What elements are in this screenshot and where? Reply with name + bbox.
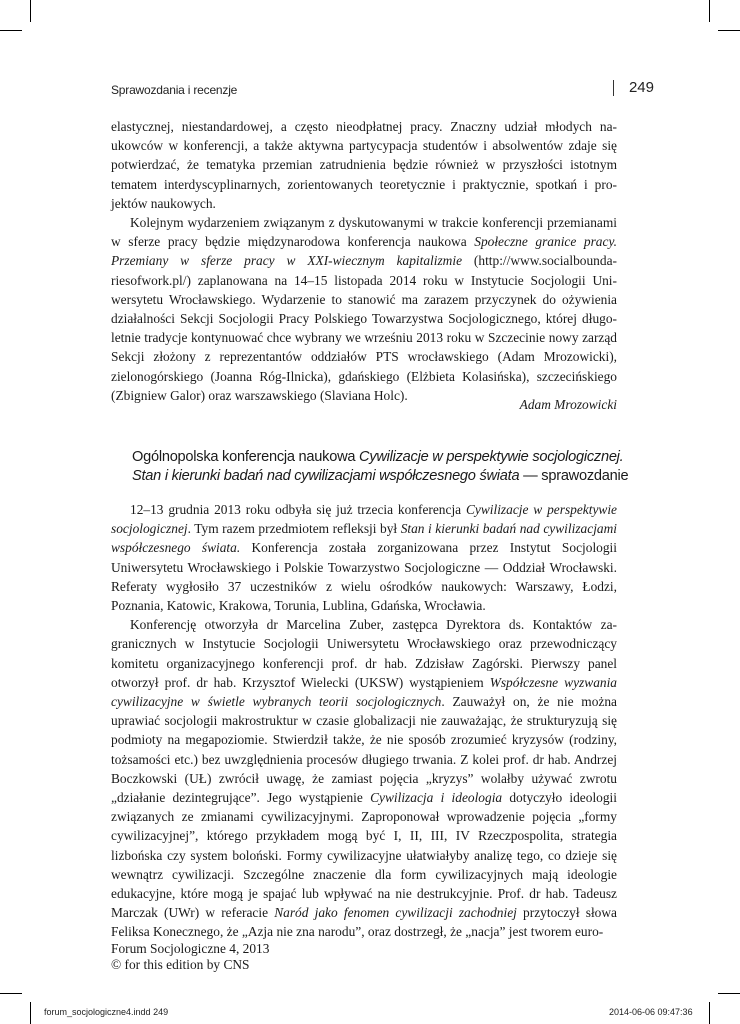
- talk-title: Współczesne wyzwania cywilizacyjne w świetle wybranych teorii socjologicznych: [111, 674, 618, 710]
- heading-line-2: [132, 467, 629, 486]
- running-head-separator: [613, 80, 614, 96]
- text-run: (http://www.socialboundariesofwork.pl/) zaplanowana na 14–15 listopada 2014 roku w Instytucie Socjologii Uniwersytetu Wrocławskiego. Wydarzenie to stanowić ma zarazem przyczynek do ożywienia działalności Sekcji Socjologii Pracy Polskiego Towarzystwa Socjologicznego, której długoletnie tradycje kontynuować chce wybrany we wrześniu 2013 roku w Szczecinie nowy zarząd Sekcji złożony z reprezentantów oddziałów PTS wrocławskiego (Adam Mrozowicki), zielonogórskiego (Joanna Róg-Ilnicka), gdańskiego (Elżbieta Kolasińska), szczecińskiego (Zbigniew Galor) oraz warszawskiego (Slaviana Holc).: [111, 253, 617, 403]
- heading-title-part-2: Stan i kierunki badań nad cywilizacjami współczesnego świata: [132, 468, 520, 484]
- crop-mark-top-right-vertical: [709, 0, 710, 22]
- heading-suffix: — sprawozdanie: [519, 468, 629, 484]
- report2-paragraph-2: [111, 615, 617, 941]
- slug-filename: forum_socjologiczne4.indd 249: [44, 1007, 169, 1017]
- text-run: 12–13 grudnia 2013 roku odbyła się już trzecia konferencja: [130, 502, 466, 517]
- conference-title: Społeczne granice pracy. Przemiany w sferze pracy w XXI-wiecznym kapitalizmie: [111, 234, 617, 269]
- report1-paragraph-1: elastycznej, niestandardowej, a często nieodpłatnej pracy. Znaczny udział młodych naukowców w konferencji, a także aktywna partycypacja studentów i absolwentów zdaje się potwierdzać, że tematyka przemian zatrudnienia będzie również w przyszłości istotnym tematem interdyscyplinarnych, zorientowanych teoretycznie i praktycznie, spotkań i projektów naukowych.: [111, 119, 617, 211]
- heading-title-part-1: Cywilizacje w perspektywie socjologicznej.: [359, 449, 624, 465]
- crop-mark-bottom-left-vertical: [30, 1002, 31, 1024]
- footer-copyright: © for this edition by CNS: [111, 957, 250, 972]
- crop-mark-bottom-right-horizontal: [718, 993, 740, 994]
- heading-prefix: Ogólnopolska konferencja naukowa: [132, 449, 360, 465]
- text-run: Kolejnym wydarzeniem związanym z dyskutowanymi w trakcie konferencji przemianami w sferze pracy będzie międzynarodowa konferencja naukowa: [111, 215, 617, 250]
- crop-mark-top-left-horizontal: [0, 30, 22, 31]
- report1-body: [111, 117, 617, 405]
- page-footer: [111, 941, 269, 973]
- text-run: . Zauważył on, że nie można uprawiać socjologii makrostruktur w czasie globalizacji nie zauważając, że strukturyzują się podmioty na megapoziomie. Stwierdził także, że nie sposób zrozumieć kryzysów (rodziny, tożsamości etc.) bez uwzględnienia procesów długiego trwania. Z kolei prof. dr hab. Andrzej Boczkowski (UŁ) zwrócił uwagę, że zamiast pojęcia „kryzys” wolałby używać zwrotu „działanie dezintegrujące”. Jego wystąpienie: [111, 694, 617, 806]
- author-signature: Adam Mrozowicki: [519, 397, 617, 412]
- running-head: [111, 81, 654, 99]
- crop-mark-bottom-left-horizontal: [0, 993, 22, 994]
- text-run: przytoczył słowa Feliksa Konecznego, że „Azja nie zna narodu”, oraz dostrzegł, że „nacja” jest tworem euro-: [111, 905, 617, 940]
- slug-datetime: 2014-06-06 09:47:36: [609, 1007, 693, 1017]
- text-run: Konferencję otworzyła dr Marcelina Zuber, zastępca Dyrektora ds. Kontaktów zagranicznych w Instytucie Socjologii Uniwersytetu Wrocławskiego oraz przewodniczący komitetu organizacyjnego konferencji prof. dr hab. Zdzisław Zagórski. Pierwszy panel otworzył prof. dr hab. Krzysztof Wielecki (UKSW) wystąpieniem: [111, 617, 617, 690]
- conference-title: Cywilizacje w perspektywie socjologicznej: [111, 502, 617, 537]
- text-run: dotyczyło ideologii związanych ze zmianami cywilizacyjnymi. Zaproponował wprowadzenie pojęcia „formy cywilizacyjnej”, którego przykładem mogą być I, II, III, IV Rzeczpospolita, strategia lizbońska czy system boloński. Formy cywilizacyjne ułatwiałyby analizę tego, co dzieje się wewnątrz cywilizacji. Szczególne znaczenie dla form cywilizacyjnych mają ideologie edukacyjne, które mogą je spajać lub wpływać na nie destrukcyjnie. Prof. dr hab. Tadeusz Marczak (UWr) w referacie: [111, 790, 617, 921]
- text-run: Konferencja została zorganizowana przez Instytut Socjologii Uniwersytetu Wrocławskiego i Polskie Towarzystwo Socjologiczne — Oddział Wrocławski. Referaty wygłosiło 37 uczestników z wielu ośrodków naukowych: Warszawy, Łodzi, Poznania, Katowic, Krakowa, Torunia, Lublina, Gdańska, Wrocławia.: [111, 540, 617, 614]
- talk-title: Cywilizacja i ideologia: [370, 790, 503, 806]
- talk-title: Naród jako fenomen cywilizacji zachodniej: [274, 905, 517, 921]
- running-head-section: Sprawozdania i recenzje: [111, 83, 238, 97]
- text-run: . Tym razem przedmiotem refleksji był: [187, 521, 401, 537]
- report2-paragraph-1: [111, 500, 617, 615]
- report1-paragraph-2: [111, 213, 617, 405]
- report2-body: [111, 500, 617, 942]
- conference-theme: Stan i kierunki badań nad cywilizacjami współczesnego świata.: [111, 521, 617, 556]
- footer-journal: Forum Socjologiczne 4, 2013: [111, 941, 270, 956]
- crop-mark-top-left-vertical: [30, 0, 31, 22]
- crop-mark-top-right-horizontal: [718, 30, 740, 31]
- crop-mark-bottom-right-vertical: [709, 1002, 710, 1024]
- heading-line-1: [132, 448, 624, 467]
- page-number: 249: [628, 79, 654, 96]
- report2-heading: [132, 448, 629, 486]
